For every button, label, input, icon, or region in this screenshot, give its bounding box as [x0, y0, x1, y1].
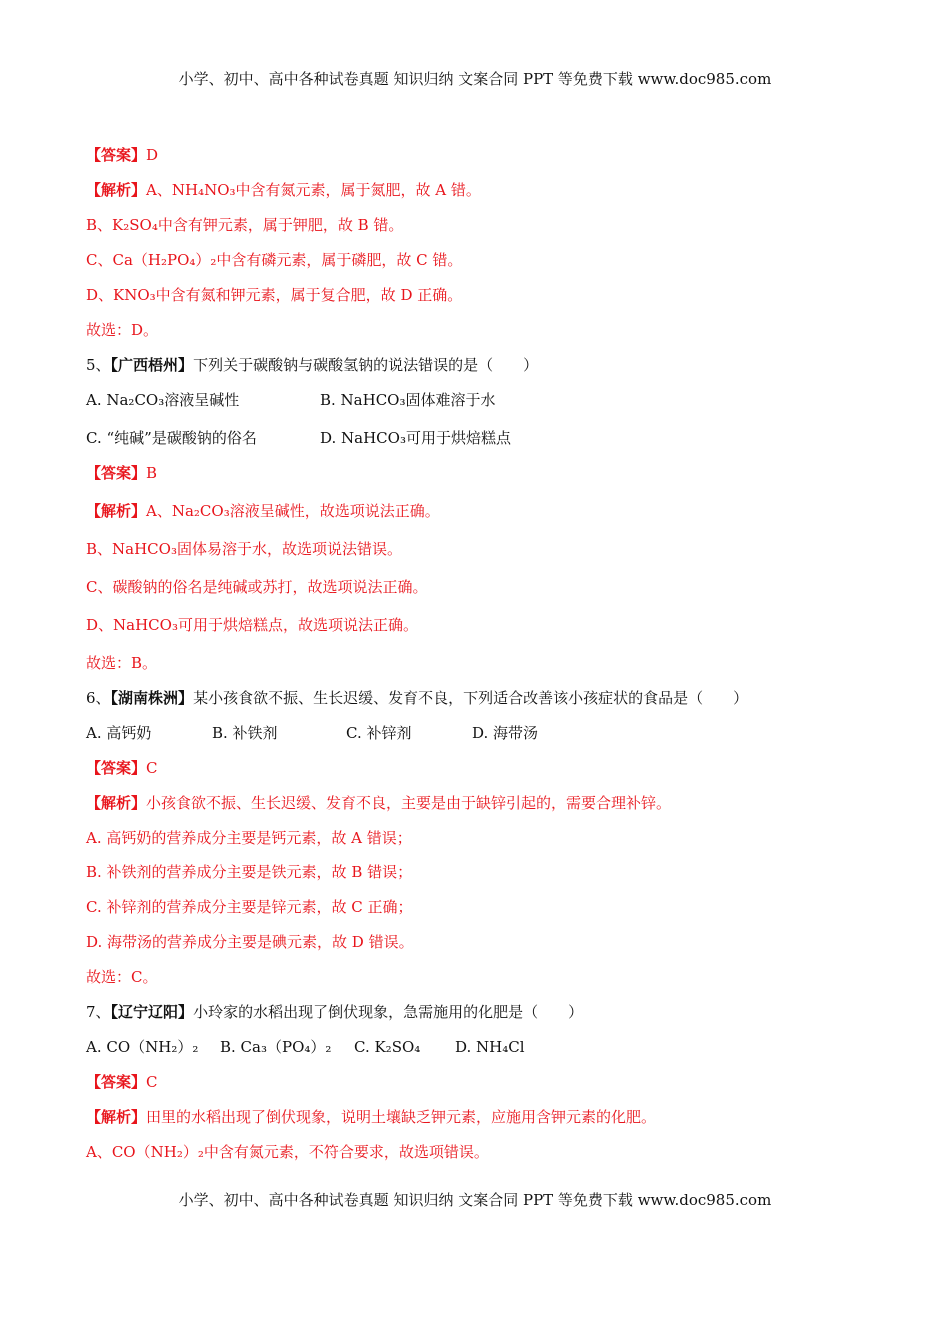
q5-answer — [86, 463, 157, 483]
analysis-line: D、KNO₃中含有氮和钾元素，属于复合肥，故 D 正确。 — [86, 286, 463, 304]
analysis-label: 【解析】 — [86, 1108, 147, 1126]
q7-stem — [86, 1002, 583, 1022]
analysis-label: 【解析】 — [86, 794, 147, 812]
choice-line: 故选：D。 — [86, 321, 159, 339]
answer-value: D — [146, 146, 159, 164]
answer-label: 【答案】 — [86, 759, 147, 777]
option-c: C. 补锌剂 — [346, 724, 412, 742]
analysis-line: B、NaHCO₃固体易溶于水，故选项说法错误。 — [86, 540, 402, 558]
option-b: B. Ca₃（PO₄）₂ — [220, 1038, 332, 1056]
question-text: 某小孩食欲不振、生长迟缓、发育不良，下列适合改善该小孩症状的食品是（ ） — [193, 689, 749, 707]
analysis-line: C、碳酸钠的俗名是纯碱或苏打，故选项说法正确。 — [86, 578, 428, 596]
question-text: 小玲家的水稻出现了倒伏现象，急需施用的化肥是（ ） — [193, 1003, 584, 1021]
analysis-text: A、Na₂CO₃溶液呈碱性，故选项说法正确。 — [146, 502, 440, 520]
analysis-line: A、CO（NH₂）₂中含有氮元素，不符合要求，故选项错误。 — [86, 1143, 489, 1161]
analysis-line: B. 补铁剂的营养成分主要是铁元素，故 B 错误； — [86, 863, 413, 881]
q5-analysis — [86, 501, 440, 521]
question-source: 【湖南株洲】 — [110, 689, 194, 707]
answer-value: C — [146, 759, 158, 777]
analysis-line: D、NaHCO₃可用于烘焙糕点，故选项说法正确。 — [86, 616, 418, 634]
analysis-label: 【解析】 — [86, 502, 147, 520]
option-a: A. CO（NH₂）₂ — [86, 1038, 199, 1056]
analysis-line: C. 补锌剂的营养成分主要是锌元素，故 C 正确； — [86, 898, 413, 916]
option-d: D. NH₄Cl — [455, 1038, 525, 1056]
analysis-line: A. 高钙奶的营养成分主要是钙元素，故 A 错误； — [86, 829, 412, 847]
q7-answer — [86, 1072, 158, 1092]
option-b: B. NaHCO₃固体难溶于水 — [320, 391, 496, 409]
question-number: 7、 — [86, 1003, 111, 1021]
option-a: A. Na₂CO₃溶液呈碱性 — [86, 391, 240, 409]
answer-label: 【答案】 — [86, 146, 147, 164]
q6-analysis — [86, 793, 671, 813]
option-c: C. K₂SO₄ — [354, 1038, 421, 1056]
question-text: 下列关于碳酸钠与碳酸氢钠的说法错误的是（ ） — [193, 356, 539, 374]
question-source: 【辽宁辽阳】 — [110, 1003, 194, 1021]
analysis-line: C、Ca（H₂PO₄）₂中含有磷元素，属于磷肥，故 C 错。 — [86, 251, 463, 269]
analysis-line: D. 海带汤的营养成分主要是碘元素，故 D 错误。 — [86, 933, 414, 951]
question-number: 6、 — [86, 689, 111, 707]
analysis-line: B、K₂SO₄中含有钾元素，属于钾肥，故 B 错。 — [86, 216, 404, 234]
q4-analysis — [86, 180, 481, 200]
option-c: C. “纯碱”是碳酸钠的俗名 — [86, 429, 257, 447]
answer-value: B — [146, 464, 158, 482]
choice-line: 故选：C。 — [86, 968, 158, 986]
analysis-text: A、NH₄NO₃中含有氮元素，属于氮肥，故 A 错。 — [146, 181, 481, 199]
analysis-text: 小孩食欲不振、生长迟缓、发育不良，主要是由于缺锌引起的，需要合理补锌。 — [146, 794, 672, 812]
option-d: D. 海带汤 — [472, 724, 539, 742]
q4-answer — [86, 145, 158, 165]
q6-answer — [86, 758, 158, 778]
analysis-text: 田里的水稻出现了倒伏现象，说明土壤缺乏钾元素，应施用含钾元素的化肥。 — [146, 1108, 657, 1126]
question-source: 【广西梧州】 — [110, 356, 194, 374]
answer-label: 【答案】 — [86, 464, 147, 482]
option-a: A. 高钙奶 — [86, 724, 152, 742]
option-d: D. NaHCO₃可用于烘焙糕点 — [320, 429, 511, 447]
q7-analysis — [86, 1107, 656, 1127]
q6-stem — [86, 688, 748, 708]
question-number: 5、 — [86, 356, 111, 374]
answer-label: 【答案】 — [86, 1073, 147, 1091]
option-b: B. 补铁剂 — [212, 724, 278, 742]
q5-stem — [86, 355, 538, 375]
answer-value: C — [146, 1073, 158, 1091]
page-footer: 小学、初中、高中各种试卷真题 知识归纳 文案合同 PPT 等免费下载 www.doc985.com — [178, 1191, 772, 1209]
choice-line: 故选：B。 — [86, 654, 158, 672]
analysis-label: 【解析】 — [86, 181, 147, 199]
page-header: 小学、初中、高中各种试卷真题 知识归纳 文案合同 PPT 等免费下载 www.doc985.com — [178, 70, 772, 88]
